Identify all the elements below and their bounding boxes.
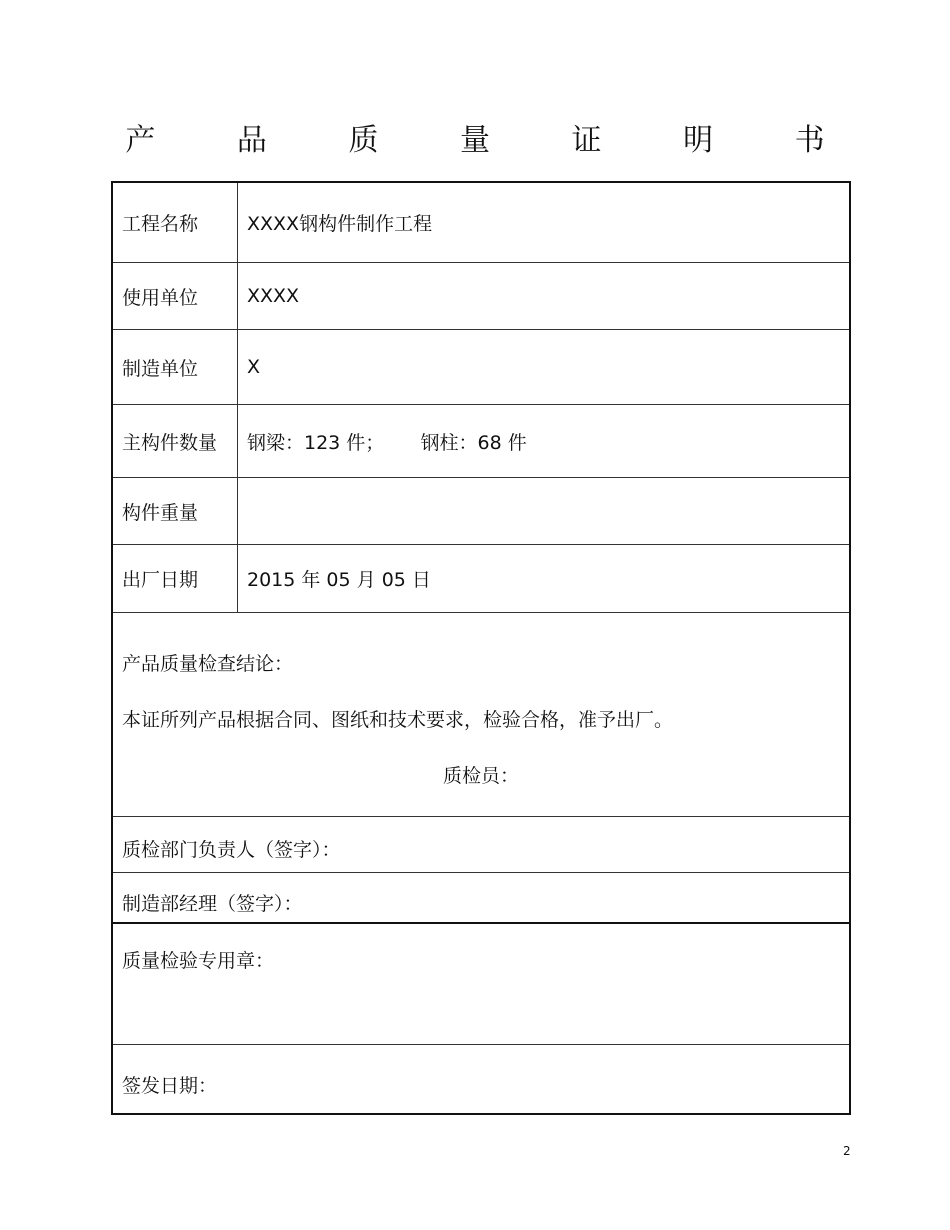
manufacturer-label: 制造单位 — [113, 330, 238, 404]
manufacturer-value: X — [247, 356, 261, 378]
user-unit-row — [113, 263, 849, 330]
issue-date-row — [113, 1045, 849, 1113]
stamp-row — [113, 924, 849, 1045]
manager-signature-label: 制造部经理（签字）： — [122, 893, 303, 915]
component-count-row — [113, 405, 849, 478]
stamp-label: 质量检验专用章： — [122, 950, 275, 972]
project-name-value: XXXX钢构件制作工程 — [247, 213, 433, 235]
project-name-label: 工程名称 — [113, 183, 238, 262]
user-unit-label: 使用单位 — [113, 263, 238, 329]
ship-date-value: 2015 年 05 月 05 日 — [247, 569, 431, 591]
conclusion-section — [113, 613, 849, 817]
dept-head-signature-label: 质检部门负责人（签字）： — [122, 839, 341, 861]
manager-row — [113, 873, 849, 924]
component-count-label: 主构件数量 — [113, 405, 238, 477]
component-weight-value — [238, 478, 849, 544]
dept-head-row — [113, 817, 849, 873]
issue-date-label: 签发日期： — [122, 1075, 218, 1097]
component-weight-row — [113, 478, 849, 545]
project-name-row — [113, 183, 849, 263]
page-number: 2 — [843, 1144, 851, 1158]
manufacturer-row — [113, 330, 849, 405]
component-weight-label: 构件重量 — [113, 478, 238, 544]
conclusion-heading: 产品质量检查结论： — [122, 653, 294, 675]
conclusion-statement: 本证所列产品根据合同、图纸和技术要求，检验合格，准予出厂。 — [122, 709, 674, 731]
inspector-label: 质检员： — [442, 765, 519, 787]
document-title: 产 品 质 量 证 明 书 — [125, 123, 861, 158]
ship-date-row — [113, 545, 849, 613]
user-unit-value: XXXX — [247, 285, 300, 307]
certificate-form — [111, 181, 851, 1115]
ship-date-label: 出厂日期 — [113, 545, 238, 612]
component-count-value: 钢梁：123 件； 钢柱：68 件 — [247, 431, 527, 454]
